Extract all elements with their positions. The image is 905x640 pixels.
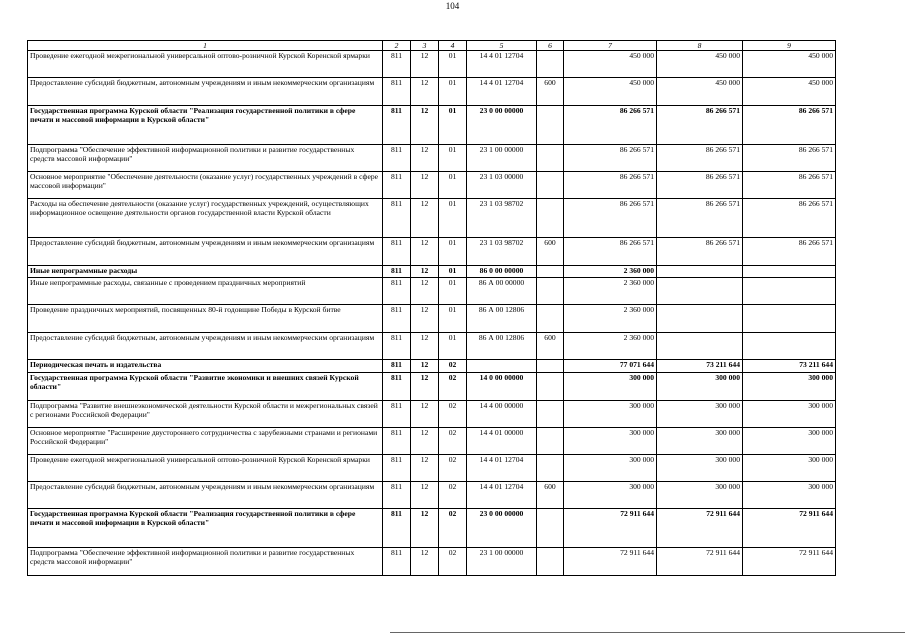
target-article-cell: 14 4 01 12704 <box>467 51 537 78</box>
row-name-cell: Государственная программа Курской области "Реализация государственной политики в сфере печати и массовой информации в Курской области" <box>28 509 383 548</box>
amount-year3-cell: 300 000 <box>743 401 836 428</box>
target-article-cell: 86 0 00 00000 <box>467 266 537 278</box>
target-article-cell: 23 1 03 98702 <box>467 199 537 238</box>
row-name-cell: Основное мероприятие "Обеспечение деятельности (оказание услуг) государственных учреждений в сфере массовой информации" <box>28 172 383 199</box>
amount-year2-cell: 86 266 571 <box>657 199 743 238</box>
amount-year1-cell: 77 071 644 <box>564 360 657 373</box>
header-cell: 9 <box>743 41 836 51</box>
amount-year2-cell <box>657 278 743 305</box>
grbs-cell: 811 <box>383 305 411 333</box>
expense-type-cell: 600 <box>537 333 564 360</box>
expense-type-cell <box>537 455 564 482</box>
expense-type-cell <box>537 509 564 548</box>
row-name-cell: Расходы на обеспечение деятельности (оказание услуг) государственных учреждений, осуществляющих информационное освещение деятельности органов государственной власти Курской области <box>28 199 383 238</box>
amount-year2-cell: 300 000 <box>657 373 743 401</box>
amount-year2-cell: 300 000 <box>657 428 743 455</box>
table-row <box>28 278 836 305</box>
subsection-cell: 01 <box>439 51 467 78</box>
amount-year2-cell: 86 266 571 <box>657 172 743 199</box>
grbs-cell: 811 <box>383 509 411 548</box>
amount-year1-cell: 86 266 571 <box>564 145 657 172</box>
target-article-cell: 23 1 03 00000 <box>467 172 537 199</box>
subsection-cell: 01 <box>439 278 467 305</box>
expense-type-cell: 600 <box>537 78 564 106</box>
amount-year3-cell: 450 000 <box>743 78 836 106</box>
amount-year1-cell: 300 000 <box>564 373 657 401</box>
subsection-cell: 01 <box>439 266 467 278</box>
header-cell: 4 <box>439 41 467 51</box>
grbs-cell: 811 <box>383 548 411 576</box>
table-row <box>28 428 836 455</box>
amount-year1-cell: 86 266 571 <box>564 199 657 238</box>
table-row <box>28 199 836 238</box>
table-body <box>28 51 836 576</box>
section-cell: 12 <box>411 455 439 482</box>
table-row <box>28 305 836 333</box>
expense-type-cell: 600 <box>537 482 564 509</box>
grbs-cell: 811 <box>383 145 411 172</box>
amount-year2-cell: 300 000 <box>657 455 743 482</box>
amount-year3-cell: 300 000 <box>743 455 836 482</box>
grbs-cell: 811 <box>383 401 411 428</box>
table-row <box>28 360 836 373</box>
amount-year2-cell: 450 000 <box>657 78 743 106</box>
header-cell: 3 <box>411 41 439 51</box>
expense-type-cell <box>537 548 564 576</box>
amount-year2-cell: 72 911 644 <box>657 509 743 548</box>
header-row <box>28 41 836 51</box>
target-article-cell: 23 0 00 00000 <box>467 106 537 145</box>
amount-year3-cell <box>743 305 836 333</box>
grbs-cell: 811 <box>383 455 411 482</box>
amount-year3-cell <box>743 266 836 278</box>
section-cell: 12 <box>411 333 439 360</box>
row-name-cell: Иные непрограммные расходы <box>28 266 383 278</box>
budget-table <box>27 40 836 576</box>
expense-type-cell <box>537 360 564 373</box>
amount-year1-cell: 86 266 571 <box>564 172 657 199</box>
row-name-cell: Проведение праздничных мероприятий, посвященных 80-й годовщине Победы в Курской битве <box>28 305 383 333</box>
expense-type-cell <box>537 172 564 199</box>
grbs-cell: 811 <box>383 78 411 106</box>
section-cell: 12 <box>411 548 439 576</box>
grbs-cell: 811 <box>383 172 411 199</box>
amount-year1-cell: 72 911 644 <box>564 548 657 576</box>
row-name-cell: Государственная программа Курской области "Реализация государственной политики в сфере печати и массовой информации в Курской области" <box>28 106 383 145</box>
table-row <box>28 333 836 360</box>
target-article-cell: 23 0 00 00000 <box>467 509 537 548</box>
row-name-cell: Подпрограмма "Обеспечение эффективной информационной политики и развитие государственных средств массовой информации" <box>28 548 383 576</box>
row-name-cell: Иные непрограммные расходы, связанные с проведением праздничных мероприятий <box>28 278 383 305</box>
section-cell: 12 <box>411 305 439 333</box>
amount-year3-cell: 86 266 571 <box>743 106 836 145</box>
target-article-cell: 86 А 00 12806 <box>467 305 537 333</box>
grbs-cell: 811 <box>383 238 411 266</box>
table-row <box>28 401 836 428</box>
section-cell: 12 <box>411 360 439 373</box>
row-name-cell: Предоставление субсидий бюджетным, автономным учреждениям и иным некоммерческим организациям <box>28 238 383 266</box>
amount-year1-cell: 450 000 <box>564 78 657 106</box>
amount-year3-cell: 72 911 644 <box>743 548 836 576</box>
amount-year3-cell: 300 000 <box>743 482 836 509</box>
section-cell: 12 <box>411 278 439 305</box>
subsection-cell: 02 <box>439 360 467 373</box>
section-cell: 12 <box>411 51 439 78</box>
row-name-cell: Подпрограмма "Развитие внешнеэкономической деятельности Курской области и межрегиональных связей с регионами Российской Федерации" <box>28 401 383 428</box>
subsection-cell: 01 <box>439 199 467 238</box>
grbs-cell: 811 <box>383 51 411 78</box>
amount-year1-cell: 300 000 <box>564 401 657 428</box>
header-cell: 6 <box>537 41 564 51</box>
row-name-cell: Предоставление субсидий бюджетным, автономным учреждениям и иным некоммерческим организациям <box>28 78 383 106</box>
section-cell: 12 <box>411 509 439 548</box>
amount-year2-cell <box>657 305 743 333</box>
subsection-cell: 02 <box>439 509 467 548</box>
amount-year1-cell: 86 266 571 <box>564 238 657 266</box>
header-cell: 1 <box>28 41 383 51</box>
subsection-cell: 02 <box>439 482 467 509</box>
subsection-cell: 01 <box>439 305 467 333</box>
section-cell: 12 <box>411 172 439 199</box>
target-article-cell: 23 1 00 00000 <box>467 548 537 576</box>
subsection-cell: 02 <box>439 428 467 455</box>
table-row <box>28 238 836 266</box>
amount-year3-cell: 450 000 <box>743 51 836 78</box>
section-cell: 12 <box>411 401 439 428</box>
expense-type-cell <box>537 266 564 278</box>
header-cell: 8 <box>657 41 743 51</box>
amount-year1-cell: 72 911 644 <box>564 509 657 548</box>
amount-year3-cell: 86 266 571 <box>743 199 836 238</box>
target-article-cell <box>467 360 537 373</box>
amount-year2-cell: 450 000 <box>657 51 743 78</box>
header-cell: 7 <box>564 41 657 51</box>
subsection-cell: 02 <box>439 548 467 576</box>
amount-year2-cell <box>657 266 743 278</box>
subsection-cell: 02 <box>439 373 467 401</box>
grbs-cell: 811 <box>383 199 411 238</box>
section-cell: 12 <box>411 238 439 266</box>
target-article-cell: 14 4 01 12704 <box>467 78 537 106</box>
amount-year3-cell: 73 211 644 <box>743 360 836 373</box>
table-row <box>28 145 836 172</box>
row-name-cell: Подпрограмма "Обеспечение эффективной информационной политики и развитие государственных средств массовой информации" <box>28 145 383 172</box>
expense-type-cell <box>537 278 564 305</box>
amount-year3-cell: 86 266 571 <box>743 238 836 266</box>
page-number: 104 <box>445 1 460 11</box>
table-row <box>28 51 836 78</box>
amount-year1-cell: 450 000 <box>564 51 657 78</box>
table-row <box>28 78 836 106</box>
expense-type-cell: 600 <box>537 238 564 266</box>
section-cell: 12 <box>411 428 439 455</box>
amount-year3-cell <box>743 278 836 305</box>
target-article-cell: 14 4 01 12704 <box>467 455 537 482</box>
grbs-cell: 811 <box>383 106 411 145</box>
header-cell: 5 <box>467 41 537 51</box>
table-row <box>28 373 836 401</box>
amount-year1-cell: 86 266 571 <box>564 106 657 145</box>
grbs-cell: 811 <box>383 360 411 373</box>
section-cell: 12 <box>411 199 439 238</box>
amount-year2-cell <box>657 333 743 360</box>
subsection-cell: 01 <box>439 145 467 172</box>
row-name-cell: Предоставление субсидий бюджетным, автономным учреждениям и иным некоммерческим организациям <box>28 333 383 360</box>
subsection-cell: 01 <box>439 106 467 145</box>
grbs-cell: 811 <box>383 482 411 509</box>
subsection-cell: 01 <box>439 238 467 266</box>
amount-year2-cell: 300 000 <box>657 401 743 428</box>
header-cell: 2 <box>383 41 411 51</box>
amount-year3-cell: 300 000 <box>743 373 836 401</box>
section-cell: 12 <box>411 266 439 278</box>
section-cell: 12 <box>411 373 439 401</box>
bottom-divider <box>390 632 905 633</box>
amount-year1-cell: 2 360 000 <box>564 305 657 333</box>
amount-year2-cell: 86 266 571 <box>657 106 743 145</box>
section-cell: 12 <box>411 106 439 145</box>
target-article-cell: 86 А 00 00000 <box>467 278 537 305</box>
amount-year3-cell: 72 911 644 <box>743 509 836 548</box>
amount-year1-cell: 2 360 000 <box>564 333 657 360</box>
grbs-cell: 811 <box>383 373 411 401</box>
expense-type-cell <box>537 401 564 428</box>
amount-year1-cell: 2 360 000 <box>564 266 657 278</box>
amount-year1-cell: 300 000 <box>564 482 657 509</box>
table-row <box>28 509 836 548</box>
table-row <box>28 106 836 145</box>
amount-year1-cell: 300 000 <box>564 455 657 482</box>
section-cell: 12 <box>411 78 439 106</box>
expense-type-cell <box>537 51 564 78</box>
expense-type-cell <box>537 373 564 401</box>
subsection-cell: 01 <box>439 172 467 199</box>
amount-year3-cell <box>743 333 836 360</box>
expense-type-cell <box>537 305 564 333</box>
grbs-cell: 811 <box>383 266 411 278</box>
subsection-cell: 01 <box>439 78 467 106</box>
target-article-cell: 23 1 03 98702 <box>467 238 537 266</box>
expense-type-cell <box>537 199 564 238</box>
section-cell: 12 <box>411 482 439 509</box>
amount-year2-cell: 72 911 644 <box>657 548 743 576</box>
amount-year2-cell: 86 266 571 <box>657 145 743 172</box>
expense-type-cell <box>537 106 564 145</box>
target-article-cell: 23 1 00 00000 <box>467 145 537 172</box>
target-article-cell: 14 4 01 12704 <box>467 482 537 509</box>
amount-year1-cell: 2 360 000 <box>564 278 657 305</box>
row-name-cell: Проведение ежегодной межрегиональной универсальной оптово-розничной Курской Коренской ярмарки <box>28 51 383 78</box>
grbs-cell: 811 <box>383 278 411 305</box>
amount-year3-cell: 86 266 571 <box>743 172 836 199</box>
section-cell: 12 <box>411 145 439 172</box>
row-name-cell: Основное мероприятие "Расширение двустороннего сотрудничества с зарубежными странами и регионами Российской Федерации" <box>28 428 383 455</box>
row-name-cell: Периодическая печать и издательства <box>28 360 383 373</box>
table-row <box>28 548 836 576</box>
table-row <box>28 266 836 278</box>
table-row <box>28 455 836 482</box>
row-name-cell: Проведение ежегодной межрегиональной универсальной оптово-розничной Курской Коренской ярмарки <box>28 455 383 482</box>
amount-year2-cell: 86 266 571 <box>657 238 743 266</box>
subsection-cell: 02 <box>439 401 467 428</box>
amount-year3-cell: 86 266 571 <box>743 145 836 172</box>
amount-year2-cell: 73 211 644 <box>657 360 743 373</box>
amount-year3-cell: 300 000 <box>743 428 836 455</box>
table-row <box>28 172 836 199</box>
grbs-cell: 811 <box>383 333 411 360</box>
row-name-cell: Предоставление субсидий бюджетным, автономным учреждениям и иным некоммерческим организациям <box>28 482 383 509</box>
table-row <box>28 482 836 509</box>
target-article-cell: 14 4 01 00000 <box>467 428 537 455</box>
grbs-cell: 811 <box>383 428 411 455</box>
target-article-cell: 14 4 00 00000 <box>467 401 537 428</box>
amount-year2-cell: 300 000 <box>657 482 743 509</box>
target-article-cell: 86 А 00 12806 <box>467 333 537 360</box>
row-name-cell: Государственная программа Курской области "Развитие экономики и внешних связей Курской области" <box>28 373 383 401</box>
target-article-cell: 14 0 00 00000 <box>467 373 537 401</box>
expense-type-cell <box>537 428 564 455</box>
expense-type-cell <box>537 145 564 172</box>
amount-year1-cell: 300 000 <box>564 428 657 455</box>
subsection-cell: 02 <box>439 455 467 482</box>
subsection-cell: 01 <box>439 333 467 360</box>
